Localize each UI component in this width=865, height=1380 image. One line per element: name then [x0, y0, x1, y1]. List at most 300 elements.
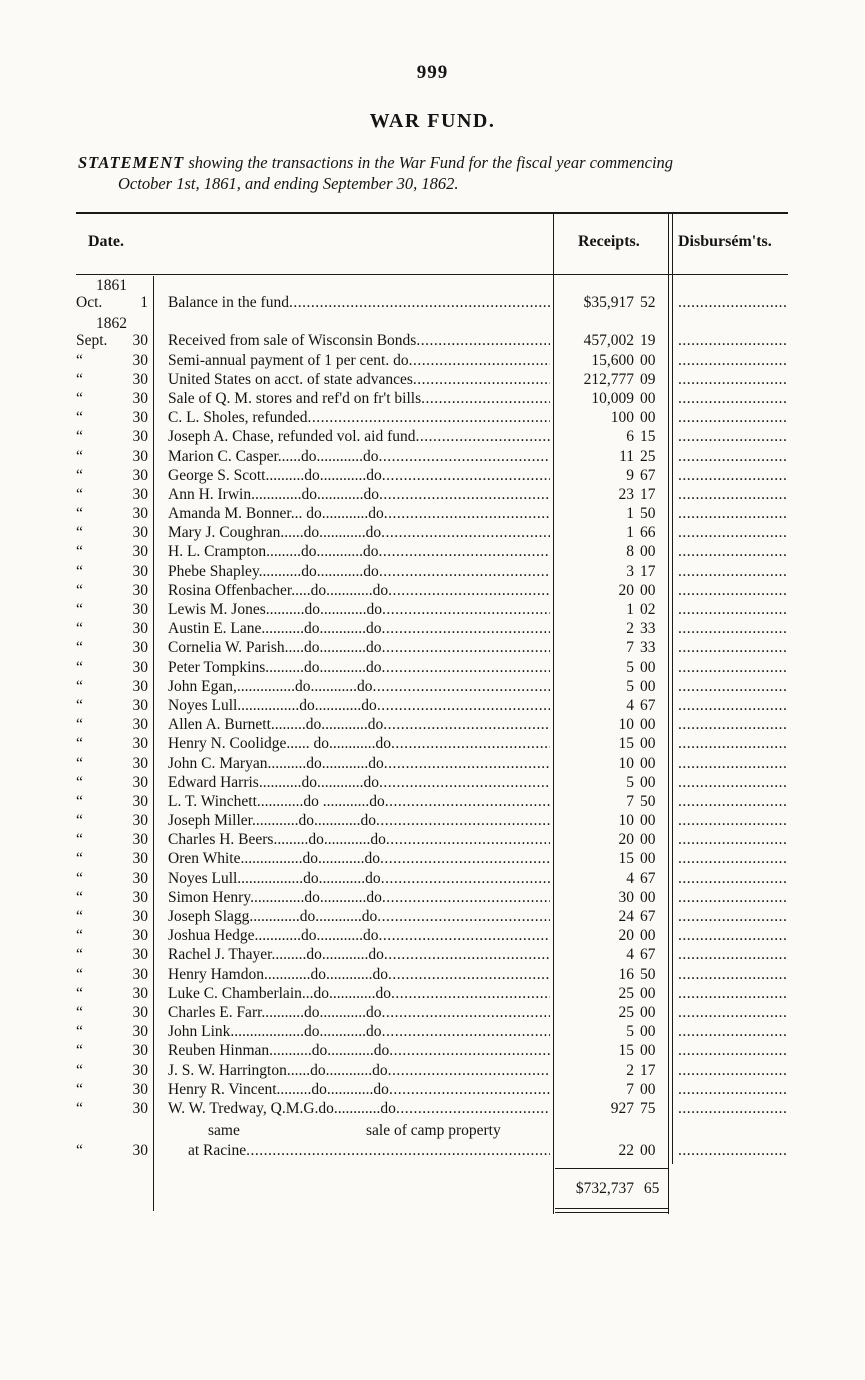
row-disbursement: [678, 619, 786, 638]
row-day: 30: [132, 620, 148, 638]
row-receipt-dollars: 1: [626, 524, 634, 542]
row-description: Ann H. Irwin.............do............do .....: [168, 485, 550, 504]
row-month: “: [76, 773, 83, 791]
last-entry-same: same: [208, 1122, 240, 1139]
row-receipt-cents: 00: [640, 831, 656, 849]
table-row: [0, 351, 865, 370]
row-receipt-cents: 02: [640, 601, 656, 618]
statement-line-1: [78, 152, 790, 173]
table-row: [0, 542, 865, 561]
row-month: “: [76, 428, 83, 446]
row-receipt-dollars: 3: [626, 562, 634, 580]
last-entry-sale: sale of camp property: [366, 1122, 501, 1139]
total-top-rule: [555, 1168, 668, 1169]
table-row: [0, 1003, 865, 1022]
row-description: Simon Henry..............do............do .....: [168, 888, 550, 907]
row-receipt-cents: 00: [640, 773, 656, 791]
table-row: [0, 773, 865, 792]
row-disbursement: [678, 293, 786, 312]
row-receipt-cents: 00: [640, 716, 656, 734]
row-disbursement: [678, 907, 786, 926]
row-receipt-cents: 33: [640, 620, 656, 638]
row-receipt-dollars: 7: [626, 639, 634, 657]
row-disbursement: [678, 773, 786, 792]
row-description: Joseph A. Chase, refunded vol. aid fund .....: [168, 427, 550, 446]
table-row: [0, 562, 865, 581]
total-double-rule-1: [555, 1208, 668, 1209]
row-day: 30: [132, 1080, 148, 1098]
row-description: Phebe Shapley...........do............do .....: [168, 562, 550, 581]
row-disbursement: [678, 926, 786, 945]
row-month: “: [76, 812, 83, 830]
row-month: “: [76, 735, 83, 753]
row-receipt-cents: 33: [640, 639, 656, 657]
statement-line-1-text: showing the transactions in the War Fund for the fiscal year commencing: [188, 153, 674, 172]
row-day: 30: [132, 370, 148, 388]
row-receipt-cents: 00: [640, 389, 656, 407]
row-description: United States on acct. of state advances .....: [168, 370, 550, 389]
table-row: [0, 293, 865, 312]
table-row: [0, 447, 865, 466]
row-disbursement: [678, 792, 786, 811]
row-receipt-dollars: 1: [626, 601, 634, 618]
row-receipt-dollars: 5: [626, 1023, 634, 1041]
row-month: “: [76, 1003, 83, 1021]
row-description: J. S. W. Harrington......do............do .....: [168, 1061, 550, 1080]
row-description: Noyes Lull.................do............do .....: [168, 869, 550, 888]
row-disbursement: [678, 754, 786, 773]
row-receipt-dollars: 15: [618, 850, 634, 868]
row-day: 30: [132, 696, 148, 714]
row-receipt-cents: 17: [640, 1061, 656, 1079]
row-disbursement: [678, 869, 786, 888]
row-month: “: [76, 754, 83, 772]
row-receipt-cents: 15: [640, 428, 656, 446]
row-day: 30: [132, 965, 148, 983]
row-month: “: [76, 447, 83, 465]
table-row: [0, 466, 865, 485]
year-1861: 1861: [96, 277, 127, 294]
row-disbursement: [678, 1099, 786, 1118]
table-row: [0, 370, 865, 389]
row-disbursement: [678, 965, 786, 984]
row-disbursement: [678, 351, 786, 370]
row-receipt-cents: 00: [640, 543, 656, 561]
row-description: Noyes Lull................do............do .....: [168, 696, 550, 715]
row-receipt-dollars: 20: [618, 927, 634, 945]
row-receipt-cents: 00: [640, 351, 656, 369]
table-top-rule: [76, 212, 788, 214]
row-disbursement: [678, 447, 786, 466]
row-receipt-dollars: 2: [626, 620, 634, 638]
row-receipt-dollars: 15: [618, 735, 634, 753]
row-description: Received from sale of Wisconsin Bonds .....: [168, 331, 550, 350]
row-receipt-cents: 50: [640, 792, 656, 810]
row-receipt-dollars: 7: [626, 792, 634, 810]
total-cents: 65: [643, 1180, 660, 1197]
row-receipt-dollars: 6: [626, 428, 634, 446]
row-description: Charles H. Beers.........do............do .....: [168, 830, 550, 849]
row-disbursement: [678, 984, 786, 1003]
year-spacer: [0, 312, 865, 331]
row-month: “: [76, 946, 83, 964]
row-receipt-dollars: 10: [618, 716, 634, 734]
row-day: 30: [132, 773, 148, 791]
row-receipt-dollars: 4: [626, 696, 634, 714]
last-entry-row: [0, 1141, 865, 1160]
row-day: 30: [132, 888, 148, 906]
row-day: 30: [132, 409, 148, 427]
row-month: Sept.: [76, 332, 108, 350]
table-row: [0, 619, 865, 638]
table-row: [0, 581, 865, 600]
row-receipt-dollars: 5: [626, 677, 634, 695]
row-description: Henry R. Vincent.........do............do .....: [168, 1080, 550, 1099]
header-date: Date.: [88, 233, 124, 250]
row-receipt-cents: 75: [640, 1099, 656, 1117]
row-disbursement: [678, 504, 786, 523]
row-description: C. L. Sholes, refunded .....: [168, 408, 550, 427]
table-row: [0, 1022, 865, 1041]
row-description: Reuben Hinman...........do............do .....: [168, 1041, 550, 1060]
row-month: Oct.: [76, 294, 103, 311]
row-description: George S. Scott..........do............do .....: [168, 466, 550, 485]
table-row: [0, 984, 865, 1003]
row-month: “: [76, 716, 83, 734]
statement-line-2: October 1st, 1861, and ending September 30, 1862.: [118, 174, 459, 193]
row-receipt-dollars: 5: [626, 773, 634, 791]
row-receipt-cents: 00: [640, 850, 656, 868]
table-row: [0, 926, 865, 945]
row-description: Sale of Q. M. stores and ref'd on fr't bills .....: [168, 389, 550, 408]
row-receipt-cents: 50: [640, 965, 656, 983]
row-month: “: [76, 658, 83, 676]
table-row: [0, 830, 865, 849]
row-receipt-cents: 00: [640, 1003, 656, 1021]
table-row: [0, 1099, 865, 1118]
row-disbursement: [678, 1022, 786, 1041]
row-month: “: [76, 409, 83, 427]
table-row: [0, 945, 865, 964]
row-description: Lewis M. Jones..........do............do .....: [168, 600, 550, 619]
row-receipt-cents: 67: [640, 466, 656, 484]
row-receipt-cents: 17: [640, 562, 656, 580]
row-receipt-dollars: 20: [618, 581, 634, 599]
row-description: Semi-annual payment of 1 per cent. do .....: [168, 351, 550, 370]
row-day: 30: [132, 831, 148, 849]
row-receipt-cents: 09: [640, 370, 656, 388]
row-receipt-dollars: 4: [626, 869, 634, 887]
row-receipt-dollars: 25: [618, 1003, 634, 1021]
row-day: 30: [132, 1042, 148, 1060]
row-disbursement: [678, 849, 786, 868]
row-description: Joshua Hedge............do............do .....: [168, 926, 550, 945]
row-month: “: [76, 888, 83, 906]
row-disbursement: [678, 811, 786, 830]
table-row: [0, 427, 865, 446]
row-receipt-cents: 66: [640, 524, 656, 542]
row-month: “: [76, 505, 83, 523]
row-disbursement: [678, 830, 786, 849]
row-description: Cornelia W. Parish.....do............do .....: [168, 638, 550, 657]
row-month: “: [76, 485, 83, 503]
header-receipts: Receipts.: [578, 233, 640, 250]
row-receipt-cents: 67: [640, 696, 656, 714]
table-row: [0, 907, 865, 926]
row-receipt-dollars: $35,917: [583, 294, 634, 311]
row-disbursement: [678, 408, 786, 427]
table-row: [0, 600, 865, 619]
row-day: 30: [132, 1099, 148, 1117]
row-month: “: [76, 466, 83, 484]
row-receipt-cents: 00: [640, 754, 656, 772]
row-description: John C. Maryan..........do............do .....: [168, 754, 550, 773]
row-day: 30: [132, 1003, 148, 1021]
table-row: [0, 331, 865, 350]
row-month: “: [76, 389, 83, 407]
table-row: [0, 658, 865, 677]
table-row: [0, 408, 865, 427]
table-row: [0, 1041, 865, 1060]
row-receipt-dollars: 30: [618, 888, 634, 906]
row-receipt-dollars: 1: [626, 505, 634, 523]
row-disbursement: [678, 888, 786, 907]
row-receipt-cents: 00: [640, 658, 656, 676]
row-receipt-dollars: 7: [626, 1080, 634, 1098]
row-receipt-dollars: 10: [618, 754, 634, 772]
row-disbursement: [678, 1141, 786, 1160]
row-receipt-dollars: 24: [618, 908, 634, 925]
row-description: Charles E. Farr...........do............do .....: [168, 1003, 550, 1022]
row-month: “: [76, 869, 83, 887]
page-title: WAR FUND.: [369, 110, 496, 132]
row-description: Joseph Miller............do............do .....: [168, 811, 550, 830]
row-day: 30: [132, 984, 148, 1002]
row-month: “: [76, 677, 83, 695]
row-receipt-cents: 19: [640, 332, 656, 350]
row-disbursement: [678, 658, 786, 677]
table-row: [0, 1061, 865, 1080]
row-disbursement: [678, 523, 786, 542]
row-receipt-dollars: 20: [618, 831, 634, 849]
row-day: 30: [132, 543, 148, 561]
row-month: “: [76, 792, 83, 810]
row-month: “: [76, 1061, 83, 1079]
row-month: “: [76, 831, 83, 849]
row-description: Joseph Slagg.............do............do .....: [168, 907, 550, 926]
row-description: Rosina Offenbacher.....do............do .....: [168, 581, 550, 600]
row-description: Allen A. Burnett.........do............do .....: [168, 715, 550, 734]
row-disbursement: [678, 1041, 786, 1060]
row-disbursement: [678, 427, 786, 446]
table-row: [0, 715, 865, 734]
table-row: [0, 888, 865, 907]
row-receipt-cents: 52: [640, 294, 656, 311]
row-disbursement: [678, 466, 786, 485]
row-receipt-cents: 00: [640, 1080, 656, 1098]
row-day: 30: [132, 428, 148, 446]
row-month: “: [76, 965, 83, 983]
table-row: [0, 754, 865, 773]
row-receipt-cents: 00: [640, 888, 656, 906]
row-receipt-dollars: 22: [618, 1142, 634, 1159]
row-receipt-dollars: 10,009: [591, 389, 634, 407]
row-receipt-cents: 50: [640, 505, 656, 523]
row-day: 30: [132, 812, 148, 830]
row-month: “: [76, 543, 83, 561]
row-receipt-dollars: 2: [626, 1061, 634, 1079]
row-receipt-cents: 00: [640, 735, 656, 753]
header-disbursements: Disbursém'ts.: [678, 233, 772, 250]
row-receipt-dollars: 9: [626, 466, 634, 484]
row-receipt-dollars: 16: [618, 965, 634, 983]
row-receipt-cents: 00: [640, 677, 656, 695]
row-disbursement: [678, 485, 786, 504]
total-receipts: [558, 1180, 666, 1198]
row-month: “: [76, 351, 83, 369]
row-month: “: [76, 370, 83, 388]
row-day: 30: [132, 1023, 148, 1041]
row-day: 30: [132, 1142, 148, 1159]
row-description: Balance in the fund .....: [168, 293, 550, 312]
row-day: 30: [132, 792, 148, 810]
row-day: 30: [132, 658, 148, 676]
row-description: Amanda M. Bonner... do............do .....: [168, 504, 550, 523]
row-receipt-dollars: 212,777: [583, 370, 634, 388]
row-month: “: [76, 850, 83, 868]
row-description: John Egan,...............do............do .....: [168, 677, 550, 696]
row-disbursement: [678, 562, 786, 581]
row-receipt-dollars: 8: [626, 543, 634, 561]
row-disbursement: [678, 389, 786, 408]
row-receipt-cents: 67: [640, 908, 656, 925]
statement-lead: STATEMENT: [78, 153, 185, 172]
row-month: “: [76, 562, 83, 580]
row-day: 30: [132, 524, 148, 542]
row-disbursement: [678, 1080, 786, 1099]
row-day: 30: [132, 850, 148, 868]
row-month: “: [76, 524, 83, 542]
row-receipt-cents: 67: [640, 869, 656, 887]
row-description: Edward Harris...........do............do .....: [168, 773, 550, 792]
row-description: Marion C. Casper......do............do .....: [168, 447, 550, 466]
table-row: [0, 1141, 865, 1160]
table-row: [0, 389, 865, 408]
row-day: 30: [132, 869, 148, 887]
table-row: [0, 869, 865, 888]
row-receipt-dollars: 15: [618, 1042, 634, 1060]
row-disbursement: [678, 945, 786, 964]
row-disbursement: [678, 638, 786, 657]
row-month: “: [76, 927, 83, 945]
row-description: Oren White................do............do .....: [168, 849, 550, 868]
row-description: H. L. Crampton.........do............do .....: [168, 542, 550, 561]
row-description: John Link...................do............do .....: [168, 1022, 550, 1041]
row-receipt-dollars: 927: [610, 1099, 634, 1117]
row-receipt-cents: 25: [640, 447, 656, 465]
row-receipt-cents: 00: [640, 984, 656, 1002]
row-month: “: [76, 620, 83, 638]
ledger-rows: [0, 293, 865, 1118]
table-row: [0, 677, 865, 696]
row-receipt-dollars: 10: [618, 812, 634, 830]
row-receipt-dollars: 5: [626, 658, 634, 676]
row-day: 30: [132, 505, 148, 523]
table-row: [0, 485, 865, 504]
row-day: 30: [132, 927, 148, 945]
row-receipt-cents: 00: [640, 1142, 656, 1159]
table-row: [0, 849, 865, 868]
row-day: 30: [132, 946, 148, 964]
table-row: [0, 523, 865, 542]
row-receipt-dollars: 23: [618, 485, 634, 503]
row-day: 30: [132, 581, 148, 599]
row-disbursement: [678, 696, 786, 715]
row-day: 30: [132, 485, 148, 503]
row-description: at Racine .....: [188, 1141, 550, 1160]
year-1862: 1862: [96, 315, 127, 332]
row-receipt-dollars: 457,002: [583, 332, 634, 350]
row-day: 30: [132, 332, 148, 350]
row-description: Peter Tompkins..........do............do .....: [168, 658, 550, 677]
row-receipt-dollars: 25: [618, 984, 634, 1002]
table-row: [0, 792, 865, 811]
page-number: 999: [416, 62, 449, 83]
row-month: “: [76, 581, 83, 599]
row-disbursement: [678, 715, 786, 734]
row-day: 30: [132, 1061, 148, 1079]
row-month: “: [76, 1142, 83, 1159]
row-receipt-cents: 00: [640, 927, 656, 945]
row-description: Rachel J. Thayer.........do............do .....: [168, 945, 550, 964]
row-description: Luke C. Chamberlain...do............do .....: [168, 984, 550, 1003]
statement-caption: [78, 152, 790, 194]
row-description: Austin E. Lane...........do............do .....: [168, 619, 550, 638]
row-receipt-cents: 00: [640, 812, 656, 830]
table-row: [0, 696, 865, 715]
row-description: W. W. Tredway, Q.M.G.do............do .....: [168, 1099, 550, 1118]
row-day: 30: [132, 754, 148, 772]
row-receipt-cents: 00: [640, 1042, 656, 1060]
row-day: 1: [140, 294, 148, 311]
row-disbursement: [678, 1061, 786, 1080]
row-day: 30: [132, 639, 148, 657]
row-receipt-dollars: 15,600: [591, 351, 634, 369]
row-receipt-cents: 00: [640, 581, 656, 599]
row-disbursement: [678, 734, 786, 753]
table-row: [0, 734, 865, 753]
row-description: Henry N. Coolidge...... do............do .....: [168, 734, 550, 753]
row-day: 30: [132, 447, 148, 465]
table-row: [0, 504, 865, 523]
total-double-rule-2: [555, 1212, 668, 1213]
row-disbursement: [678, 600, 786, 619]
row-description: Mary J. Coughran......do............do .....: [168, 523, 550, 542]
row-receipt-cents: 00: [640, 1023, 656, 1041]
row-receipt-cents: 17: [640, 485, 656, 503]
row-day: 30: [132, 601, 148, 618]
row-day: 30: [132, 562, 148, 580]
row-receipt-cents: 00: [640, 409, 656, 427]
row-receipt-dollars: 4: [626, 946, 634, 964]
row-disbursement: [678, 1003, 786, 1022]
table-row: [0, 811, 865, 830]
header-bottom-rule: [76, 274, 788, 275]
row-receipt-dollars: 100: [610, 409, 634, 427]
row-month: “: [76, 984, 83, 1002]
row-disbursement: [678, 677, 786, 696]
row-disbursement: [678, 370, 786, 389]
